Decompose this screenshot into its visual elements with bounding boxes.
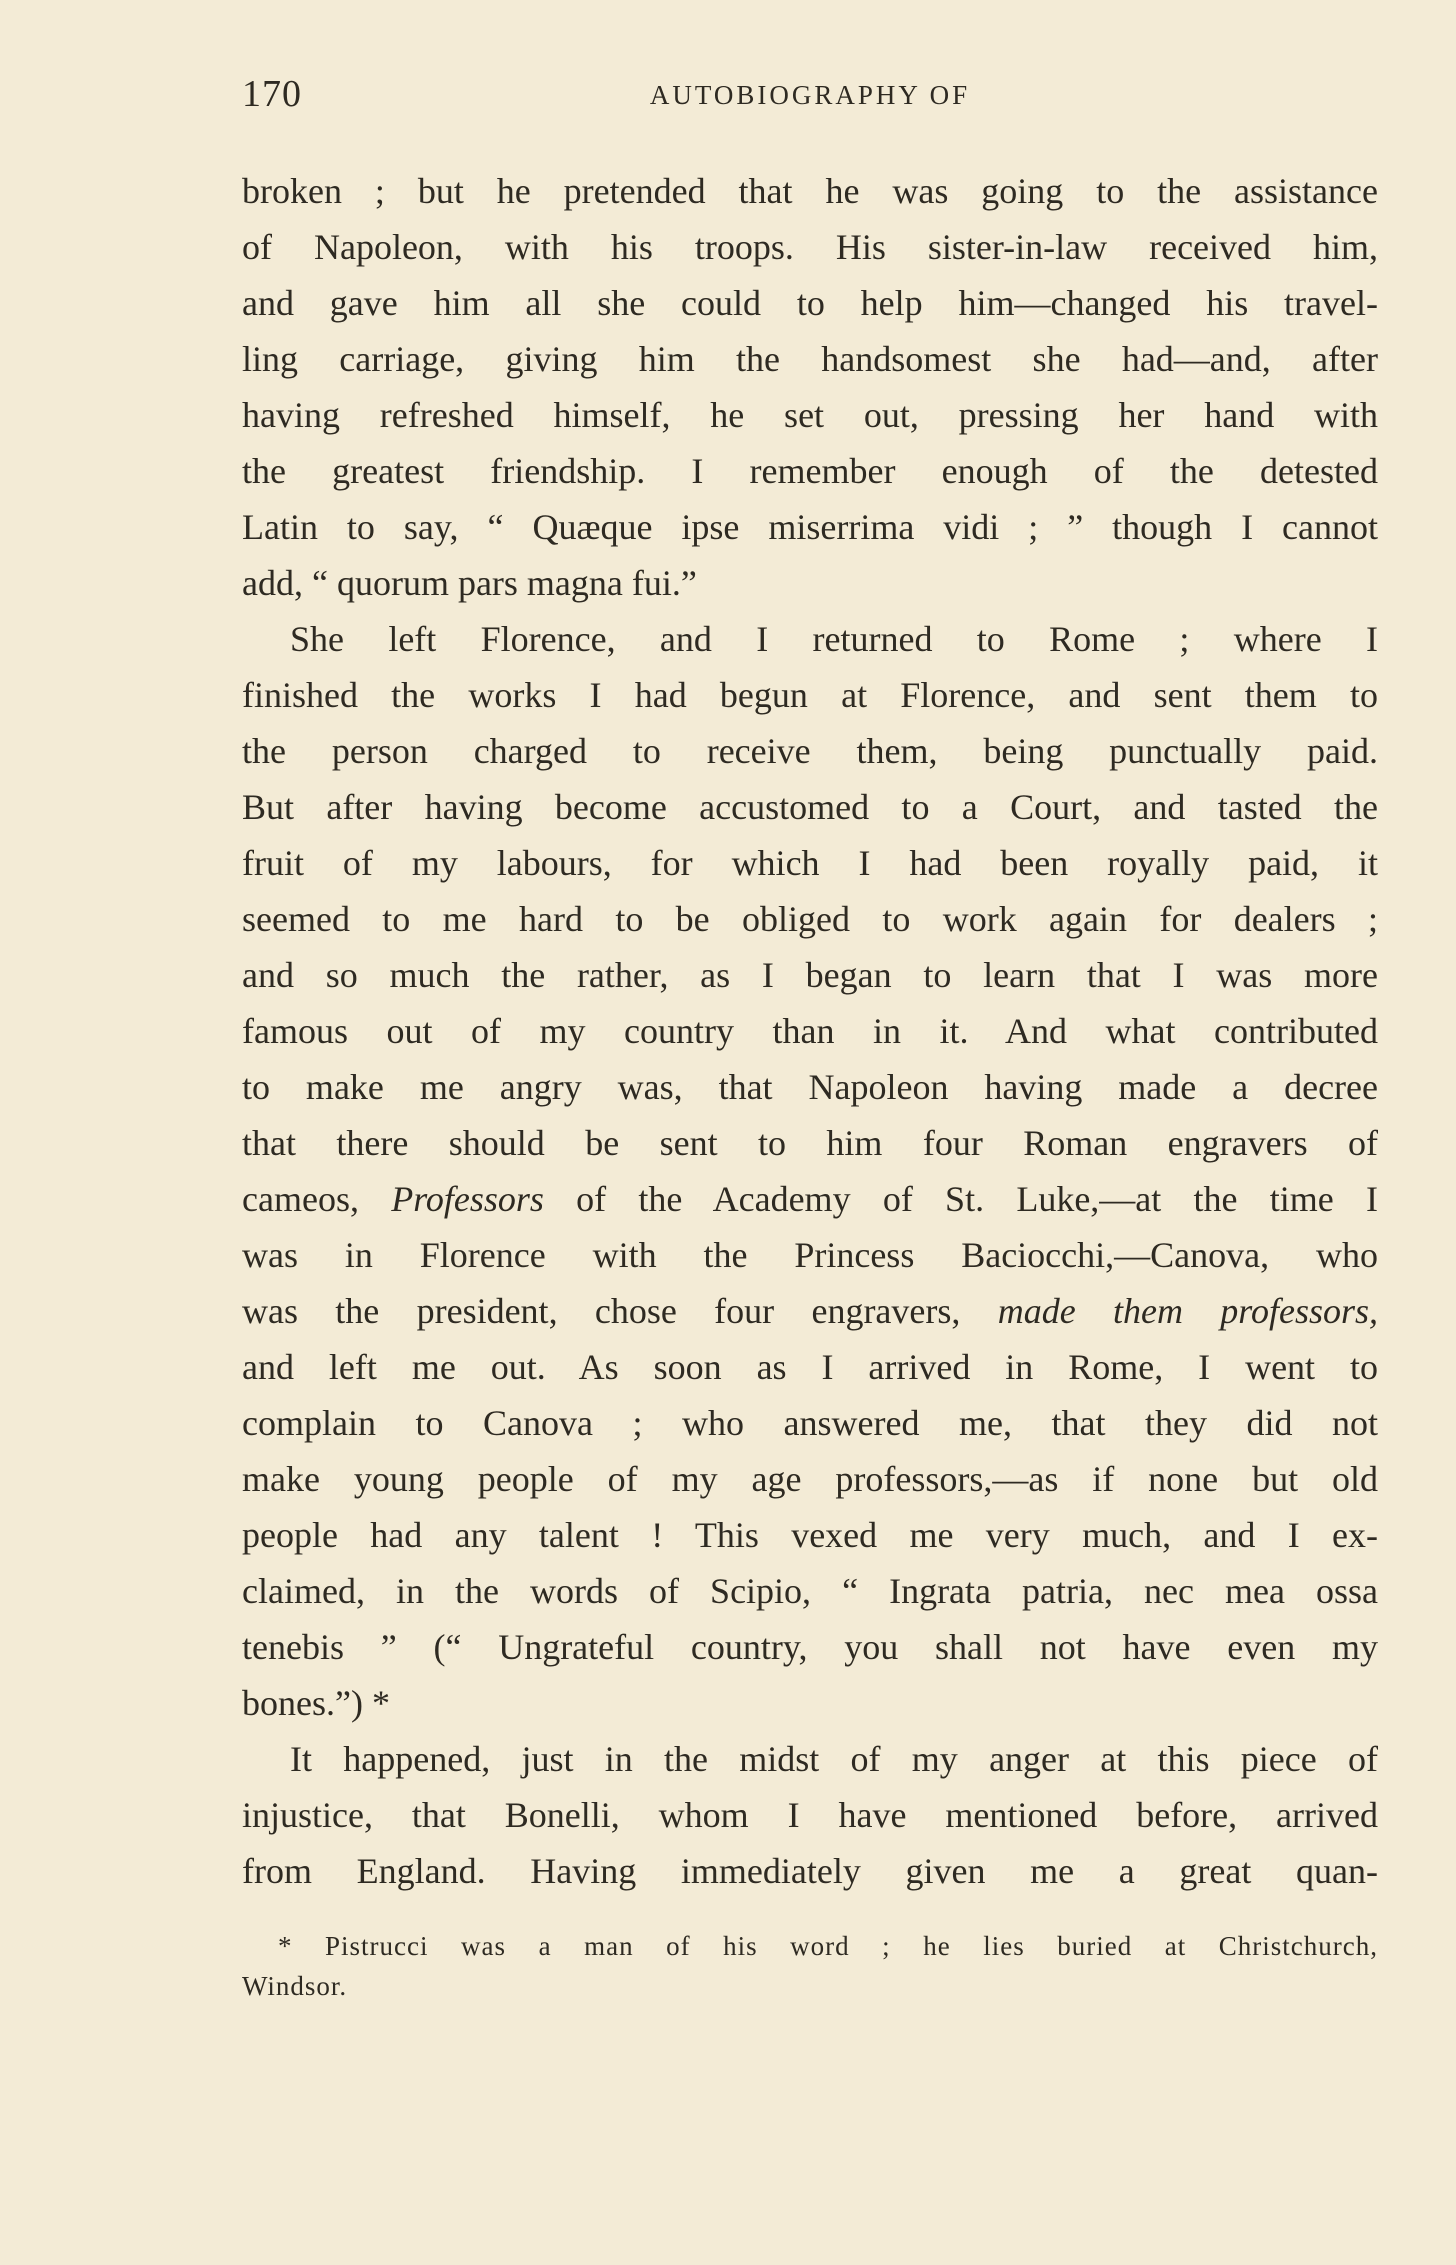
text-line xyxy=(242,1171,1378,1227)
text-line: bones.”) * xyxy=(242,1683,390,1723)
text-line: people had any talent ! This vexed me very much, and I ex- xyxy=(242,1515,1378,1555)
text-line: ling carriage, giving him the handsomest she had—and, after xyxy=(242,339,1378,379)
text-line: fruit of my labours, for which I had been royally paid, it xyxy=(242,843,1378,883)
text-line: the greatest friendship. I remember enough of the detested xyxy=(242,451,1378,491)
running-head xyxy=(242,72,1378,122)
footnote-line: Windsor. xyxy=(242,1971,348,2001)
text-line: make young people of my age professors,—as if none but old xyxy=(242,1459,1378,1499)
text-line: of Napoleon, with his troops. His sister-in-law received him, xyxy=(242,227,1378,267)
text-line: complain to Canova ; who answered me, that they did not xyxy=(242,1403,1378,1443)
text-line: having refreshed himself, he set out, pressing her hand with xyxy=(242,395,1378,435)
running-title: AUTOBIOGRAPHY OF xyxy=(649,80,971,110)
text-line: But after having become accustomed to a Court, and tasted the xyxy=(242,787,1378,827)
text-line xyxy=(242,1283,1378,1339)
text-line: the person charged to receive them, being punctually paid. xyxy=(242,731,1378,771)
text-line: and gave him all she could to help him—changed his travel- xyxy=(242,283,1378,323)
footnote xyxy=(242,1926,1378,2006)
text-line: It happened, just in the midst of my anger at this piece of xyxy=(290,1739,1378,1779)
text-line: injustice, that Bonelli, whom I have mentioned before, arrived xyxy=(242,1795,1378,1835)
text-line: to make me angry was, that Napoleon having made a decree xyxy=(242,1067,1378,1107)
text-line: that there should be sent to him four Roman engravers of xyxy=(242,1123,1378,1163)
page-number: 170 xyxy=(242,73,302,115)
text-segment: of the Academy of St. Luke,—at the time I xyxy=(543,1179,1378,1219)
text-line: Latin to say, “ Quæque ipse miserrima vidi ; ” though I cannot xyxy=(242,507,1378,547)
text-segment: was the president, chose four engravers, xyxy=(242,1291,998,1331)
italic-text: made them professors, xyxy=(997,1291,1378,1331)
text-line: She left Florence, and I returned to Rome ; where I xyxy=(290,619,1378,659)
text-line: and so much the rather, as I began to learn that I was more xyxy=(242,955,1378,995)
body-text xyxy=(242,163,1378,1899)
footnote-line: * Pistrucci was a man of his word ; he lies buried at Christchurch, xyxy=(278,1931,1378,1961)
text-line: and left me out. As soon as I arrived in Rome, I went to xyxy=(242,1347,1378,1387)
text-line: finished the works I had begun at Florence, and sent them to xyxy=(242,675,1378,715)
text-line: from England. Having immediately given me a great quan- xyxy=(242,1851,1378,1891)
text-line: famous out of my country than in it. And what contributed xyxy=(242,1011,1378,1051)
text-line: claimed, in the words of Scipio, “ Ingrata patria, nec mea ossa xyxy=(242,1571,1378,1611)
text-segment: cameos, xyxy=(242,1179,392,1219)
text-line: add, “ quorum pars magna fui.” xyxy=(242,563,697,603)
text-line: broken ; but he pretended that he was going to the assistance xyxy=(242,171,1378,211)
text-line: seemed to me hard to be obliged to work again for dealers ; xyxy=(242,899,1378,939)
text-line: was in Florence with the Princess Baciocchi,—Canova, who xyxy=(242,1235,1378,1275)
text-line: tenebis ” (“ Ungrateful country, you shall not have even my xyxy=(242,1627,1378,1667)
italic-text: Professors xyxy=(391,1179,544,1219)
